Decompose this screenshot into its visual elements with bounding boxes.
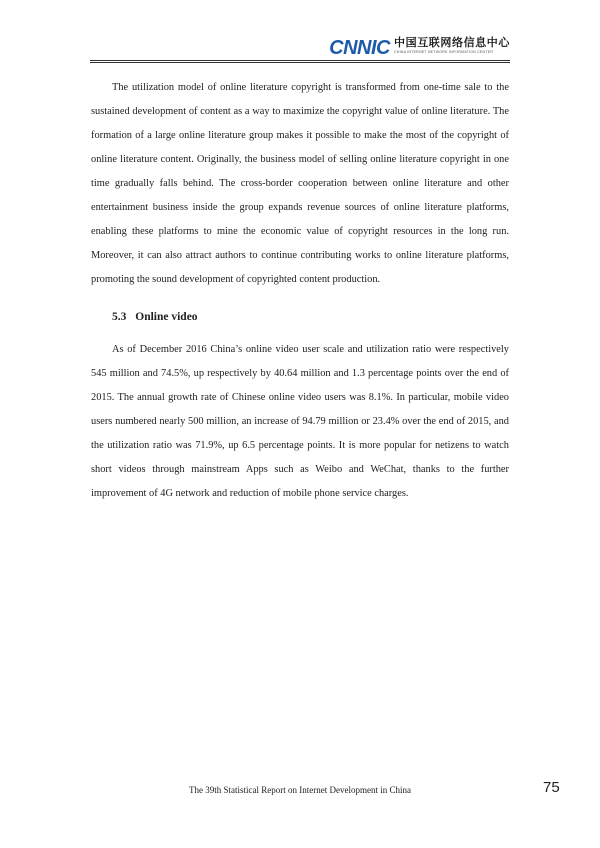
page-number: 75	[543, 779, 560, 796]
section-heading	[112, 311, 509, 323]
section-number: 5.3	[112, 311, 127, 323]
header-divider	[90, 60, 510, 61]
header-divider-thin	[90, 62, 510, 63]
paragraph-online-video: As of December 2016 China’s online video user scale and utilization ratio were respectively 545 million and 74.5%, up respectively by 40.64 million and 1.3 percentage points over the end of 2015. The annual growth rate of Chinese online video users was 8.1%. In particular, mobile video users numbered nearly 500 million, an increase of 94.79 million or 23.4% over the end of 2015, and the utilization ratio was 71.9%, up 6.5 percentage points. It is more popular for netizens to watch short videos through mainstream Apps such as Weibo and WeChat, thanks to the further improvement of 4G network and reduction of mobile phone service charges.	[91, 344, 509, 499]
footer-report-title: The 39th Statistical Report on Internet Development in China	[189, 785, 411, 795]
section-title: Online video	[135, 311, 198, 323]
logo-english-name: CHINA INTERNET NETWORK INFORMATION CENTER	[394, 50, 494, 54]
page-body	[91, 76, 509, 506]
paragraph-copyright: The utilization model of online literature copyright is transformed from one-time sale to the sustained development of content as a way to maximize the copyright value of online literature. The formation of a large online literature group makes it possible to make the most of the copyright of online literature content. Originally, the business model of selling online literature copyright in one time gradually falls behind. The cross-border cooperation between online literature and other entertainment business inside the group expands revenue sources of online literature platforms, enabling these platforms to mine the economic value of copyright resources in the long run. Moreover, it can also attract authors to continue contributing works to online literature platforms, promoting the sound development of copyrighted content production.	[91, 82, 509, 285]
logo-text	[394, 38, 510, 55]
logo-mark: CNNIC	[329, 37, 390, 59]
page-header	[90, 36, 510, 62]
cnnic-logo	[329, 38, 510, 58]
logo-chinese-name: 中国互联网络信息中心	[394, 37, 510, 49]
